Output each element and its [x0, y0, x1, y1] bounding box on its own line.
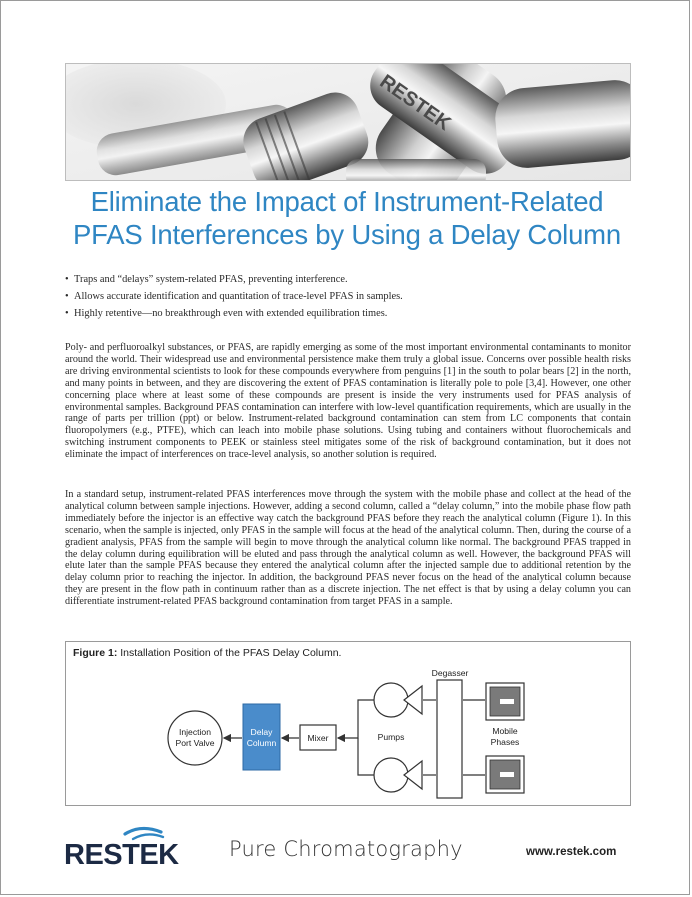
pump-top	[374, 683, 408, 717]
feature-bullet: • Allows accurate identification and quantitation of trace-level PFAS in samples.	[65, 288, 631, 305]
engraved-brand: RESTEK	[375, 70, 455, 136]
mixer-label: Mixer	[307, 733, 329, 743]
injection-label-1: Injection	[178, 727, 212, 737]
title-line-1: Eliminate the Impact of Instrument-Related	[90, 186, 604, 217]
restek-logo	[63, 826, 187, 873]
pump-bottom-head	[404, 761, 422, 789]
figure-caption-text: Installation Position of the PFAS Delay Column.	[117, 647, 342, 659]
logo-wordmark: RESTEK	[64, 839, 179, 868]
mobile-label-2: Phases	[490, 737, 520, 747]
degasser-label: Degasser	[431, 668, 469, 678]
pump-top-head	[404, 686, 422, 714]
pumps-label: Pumps	[377, 732, 405, 742]
flow-line	[338, 700, 374, 738]
tagline: Pure Chromatography	[229, 837, 463, 861]
degasser	[437, 680, 462, 798]
intro-paragraph: Poly- and perfluoroalkyl substances, or PFAS, are rapidly emerging as some of the most important environmental contaminants to monitor around the world. Their widespread use and environmental persistence make them truly a global issue. Concerns over possible health risks are driving environmental scientists to look for these compounds everywhere from penguins [1] in the south to polar bears [2] in the north, and many points in between, and they are discovering the extent of PFAS contamination is literally pole to pole [3,4]. However, one other concerning place where at least some of these compounds are present is inside the very instruments used for PFAS analysis of environmental samples. Background PFAS contamination can interfere with low-level quantification requirements, which are usually in the range of parts per trillion (ppt) or below. Instrument-related background contamination can stem from LC components that contain fluoropolymers (e.g., PTFE), which can leach into mobile phase solutions. Using tubing and containers without fluorochemicals and switching instrument components to PEEK or stainless steel mitigates some of the risk of background contamination, but it does not eliminate the impact of interferences on trace-level analysis, so another solution is required.	[65, 342, 631, 461]
fittings-photo	[66, 64, 631, 181]
delay-label-2: Column	[246, 738, 277, 748]
figure-caption-label: Figure 1:	[73, 647, 118, 659]
hero-image	[65, 63, 631, 181]
setup-paragraph: In a standard setup, instrument-related PFAS interferences move through the system with the mobile phase and collect at the head of the analytical column between sample injections. However, adding a second column, called a “delay column,” into the mobile phase flow path immediately before the injector is an effective way catch the background PFAS before they reach the analytical column (Figure 1). In this scenario, when the sample is injected, only PFAS in the sample will focus at the head of the analytical column. Then, during the course of a gradient analysis, PFAS from the sample will begin to move through the analytical column like normal. The background PFAS trapped in the delay column during equilibration will be eluted and pass through the analytical column as well. However, the background PFAS will elute later than the sample PFAS because they entered the analytical column after the injected sample due to additional retention by the delay column prior to reaching the injector. In addition, the background PFAS never focus on the head of the analytical column because they are present in the flow path in continuum rather than as a discrete injection. The net effect is that by using a delay column you can differentiate instrument-related PFAS background contamination from target PFAS in a sample.	[65, 489, 631, 608]
flow-line	[358, 738, 374, 775]
title-line-2: PFAS Interferences by Using a Delay Column	[73, 219, 621, 250]
feature-bullet: • Traps and “delays” system-related PFAS, preventing interference.	[65, 271, 631, 288]
delay-column	[243, 704, 280, 770]
mobile-label-1: Mobile	[492, 726, 518, 736]
website-url[interactable]: www.restek.com	[526, 846, 617, 858]
logo-arc-icon	[125, 828, 161, 834]
delay-column-diagram	[66, 642, 632, 807]
page-title	[41, 185, 653, 251]
feature-bullet: • Highly retentive—no breakthrough even with extended equilibration times.	[65, 305, 631, 322]
feature-list	[65, 271, 631, 322]
figure-1	[65, 641, 631, 806]
injection-label-2: Port Valve	[175, 738, 215, 748]
delay-label-1: Delay	[250, 727, 273, 737]
pump-bottom	[374, 758, 408, 792]
